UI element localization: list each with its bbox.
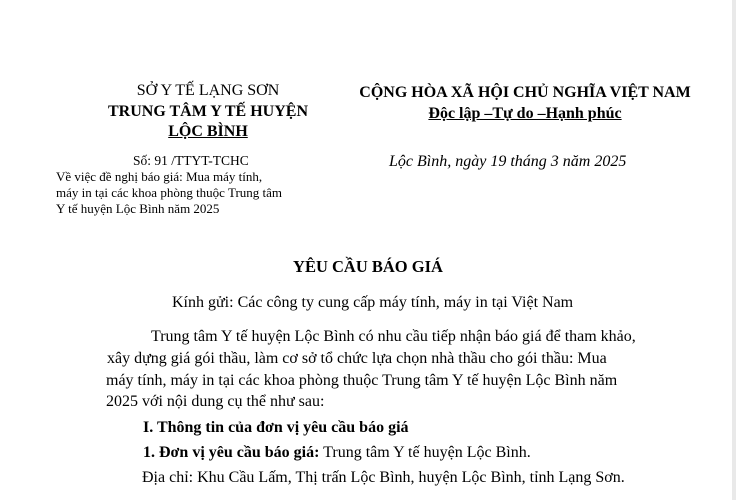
intro-line: 2025 với nội dung cụ thể như sau: [106, 393, 325, 410]
center-name-line2: LỘC BÌNH [168, 123, 248, 140]
document-title: YÊU CẦU BÁO GIÁ [293, 257, 443, 276]
intro-line: máy tính, máy in tại các khoa phòng thuộc Trung tâm Y tế huyện Lộc Bình năm [106, 372, 618, 389]
subject-line: Y tế huyện Lộc Bình năm 2025 [56, 201, 220, 216]
national-motto: Độc lập –Tự do –Hạnh phúc [428, 105, 622, 122]
section-heading: I. Thông tin của đơn vị yêu cầu báo giá [143, 419, 409, 436]
document-subject [56, 169, 356, 217]
subject-line: máy in tại các khoa phòng thuộc Trung tâm [56, 185, 283, 200]
subject-line: Về việc đề nghị báo giá: Mua máy tính, [56, 169, 263, 184]
place-date: Lộc Bình, ngày 19 tháng 3 năm 2025 [389, 153, 627, 170]
republic-heading: CỘNG HÒA XÃ HỘI CHỦ NGHĨA VIỆT NAM [359, 84, 691, 101]
requesting-unit-label: 1. Đơn vị yêu cầu báo giá: [143, 444, 320, 461]
document-number: Số: 91 /TTYT-TCHC [133, 153, 249, 168]
center-name-line1: TRUNG TÂM Y TẾ HUYỆN [107, 103, 309, 120]
scrollbar-track[interactable] [732, 0, 736, 500]
requesting-unit [143, 443, 531, 462]
recipient-line: Kính gửi: Các công ty cung cấp máy tính, máy in tại Việt Nam [172, 294, 574, 311]
department-name: SỞ Y TẾ LẠNG SƠN [136, 82, 280, 99]
intro-line: Trung tâm Y tế huyện Lộc Bình có nhu cầu tiếp nhận báo giá để tham khảo, [151, 328, 636, 345]
unit-address: Địa chỉ: Khu Cầu Lấm, Thị trấn Lộc Bình, huyện Lộc Bình, tỉnh Lạng Sơn. [142, 469, 625, 486]
requesting-unit-value: Trung tâm Y tế huyện Lộc Bình. [319, 444, 531, 461]
intro-line: xây dựng giá gói thầu, làm cơ sở tổ chức lựa chọn nhà thầu cho gói thầu: Mua [107, 350, 607, 367]
